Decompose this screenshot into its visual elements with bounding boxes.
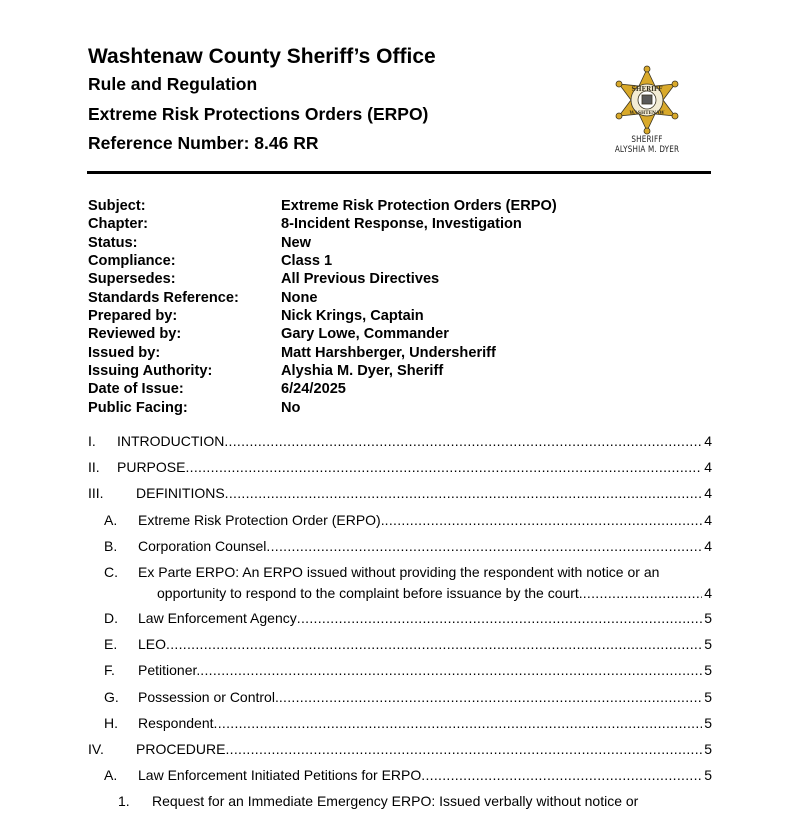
toc-leader-dots xyxy=(225,484,703,502)
metadata-row xyxy=(88,289,557,307)
toc-entry-text: Possession or Control. xyxy=(138,688,279,705)
toc-leader-dots xyxy=(166,635,702,653)
metadata-value: No xyxy=(281,399,301,416)
toc-entry-number: A. xyxy=(104,511,118,528)
metadata-value: New xyxy=(281,234,312,251)
table-of-contents xyxy=(88,432,712,818)
metadata-row xyxy=(88,380,557,398)
toc-page-number: 4 xyxy=(704,537,712,554)
toc-entry-text: INTRODUCTION xyxy=(117,433,225,449)
metadata-value: None xyxy=(281,289,318,306)
toc-page-number: 4 xyxy=(704,433,712,449)
toc-page-number: 5 xyxy=(704,662,712,679)
toc-entry-number: IV. xyxy=(88,740,104,757)
toc-entry[interactable] xyxy=(88,563,712,609)
toc-leader-dots xyxy=(225,740,702,758)
metadata-row xyxy=(88,362,557,380)
metadata-row xyxy=(88,197,557,215)
toc-entry[interactable] xyxy=(88,635,712,661)
toc-entry[interactable] xyxy=(88,511,712,537)
toc-entry-number: A. xyxy=(104,767,118,784)
metadata-value: Nick Krings, Captain xyxy=(281,308,424,325)
metadata-value: Matt Harshberger, Undersheriff xyxy=(281,344,496,361)
toc-page-number: 5 xyxy=(704,609,712,626)
header-divider xyxy=(87,171,711,174)
toc-page-number: 4 xyxy=(704,584,712,601)
toc-leader-dots xyxy=(214,714,703,732)
metadata-label: Issued by: xyxy=(88,344,161,361)
metadata-row xyxy=(88,325,557,343)
metadata-label: Subject: xyxy=(88,198,146,214)
document-type: Rule and Regulation xyxy=(88,74,258,94)
toc-entry[interactable] xyxy=(88,484,712,510)
agency-name: Washtenaw County Sheriff’s Office xyxy=(88,45,436,68)
metadata-row xyxy=(88,270,557,288)
toc-entry-text: Petitioner. xyxy=(138,662,201,679)
toc-leader-dots xyxy=(583,585,703,601)
toc-entry-number: F. xyxy=(104,662,115,679)
metadata-value: Extreme Risk Protection Orders (ERPO) xyxy=(281,198,557,214)
toc-entry[interactable] xyxy=(88,766,712,792)
toc-entry-text: Respondent xyxy=(138,714,214,731)
toc-entry-text: PURPOSE xyxy=(117,459,186,476)
toc-leader-dots xyxy=(200,661,702,679)
toc-entry[interactable] xyxy=(88,458,712,484)
toc-entry[interactable] xyxy=(88,688,712,714)
toc-entry-text: DEFINITIONS xyxy=(136,485,225,502)
toc-page-number: 5 xyxy=(704,740,712,757)
toc-entry-text: Law Enforcement Initiated Petitions for ERPO xyxy=(138,767,422,784)
metadata-value: 8-Incident Response, Investigation xyxy=(281,216,522,233)
toc-entry-number: 1. xyxy=(118,793,130,810)
metadata-row xyxy=(88,234,557,252)
metadata-label: Chapter: xyxy=(88,216,148,233)
toc-entry[interactable] xyxy=(88,792,712,818)
document-header xyxy=(88,44,436,162)
sheriff-badge xyxy=(604,65,690,155)
toc-entry-number: C. xyxy=(104,563,118,580)
toc-entry[interactable] xyxy=(88,609,712,635)
toc-entry-number: H. xyxy=(104,714,118,731)
toc-entry-number: I. xyxy=(88,433,96,449)
metadata-value: Gary Lowe, Commander xyxy=(281,326,449,343)
reference-number: Reference Number: 8.46 RR xyxy=(88,133,319,153)
toc-page-number: 5 xyxy=(704,767,712,784)
toc-leader-dots xyxy=(185,458,702,476)
toc-leader-dots xyxy=(385,511,703,529)
toc-entry[interactable] xyxy=(88,432,712,458)
toc-entry[interactable] xyxy=(88,661,712,687)
badge-caption-title: SHERIFF xyxy=(631,135,663,145)
toc-entry-text: LEO xyxy=(138,636,167,653)
toc-leader-dots xyxy=(297,609,702,627)
toc-entry-number: II. xyxy=(88,459,100,476)
metadata-label: Compliance: xyxy=(88,253,176,270)
metadata-label: Date of Issue: xyxy=(88,381,184,398)
toc-leader-dots xyxy=(279,688,702,706)
toc-page-number: 4 xyxy=(704,485,712,502)
metadata-label: Reviewed by: xyxy=(88,326,182,343)
toc-entry[interactable] xyxy=(88,740,712,766)
metadata-label: Supersedes: xyxy=(88,271,176,288)
metadata-row xyxy=(88,344,557,362)
toc-entry-number: B. xyxy=(104,537,118,554)
toc-entry-text: Corporation Counsel xyxy=(138,537,267,554)
metadata-value: 6/24/2025 xyxy=(281,381,346,398)
metadata-row xyxy=(88,399,557,417)
metadata-value: All Previous Directives xyxy=(281,271,440,288)
toc-entry-text: PROCEDURE xyxy=(136,740,226,757)
toc-page-number: 4 xyxy=(704,511,712,528)
toc-page-number: 4 xyxy=(704,459,712,476)
toc-leader-dots xyxy=(224,432,702,450)
toc-leader-dots xyxy=(421,766,702,784)
toc-entry[interactable] xyxy=(88,537,712,563)
metadata-label: Issuing Authority: xyxy=(88,363,213,380)
badge-bottom-text: WASHTENAW xyxy=(629,111,665,116)
badge-caption-name: ALYSHIA M. DYER xyxy=(614,145,680,155)
document-title: Extreme Risk Protections Orders (ERPO) xyxy=(88,103,429,124)
sheriff-star-badge-icon xyxy=(609,65,685,135)
toc-entry-text: Request for an Immediate Emergency ERPO: Issued verbally without notice or xyxy=(152,793,639,810)
toc-entry-number: E. xyxy=(104,636,118,653)
toc-entry-line xyxy=(88,563,712,585)
toc-page-number: 5 xyxy=(704,714,712,731)
toc-entry-number: G. xyxy=(104,688,119,705)
metadata-label: Status: xyxy=(88,234,138,251)
metadata-row xyxy=(88,252,557,270)
toc-entry-text: Law Enforcement Agency xyxy=(138,609,297,626)
metadata-row xyxy=(88,307,557,325)
toc-page-number: 5 xyxy=(704,636,712,653)
toc-leader-dots xyxy=(266,537,702,555)
metadata-label: Public Facing: xyxy=(88,399,188,416)
toc-page-number: 5 xyxy=(704,688,712,705)
metadata-row xyxy=(88,215,557,233)
metadata-label: Standards Reference: xyxy=(88,289,239,306)
toc-entry-text-continued: opportunity to respond to the complaint before issuance by the court. xyxy=(157,584,583,601)
toc-entry-text: Extreme Risk Protection Order (ERPO). xyxy=(138,511,385,528)
metadata-label: Prepared by: xyxy=(88,308,178,325)
metadata-value: Class 1 xyxy=(281,253,333,270)
metadata-value: Alyshia M. Dyer, Sheriff xyxy=(281,363,444,380)
toc-entry-number: D. xyxy=(104,609,118,626)
toc-entry-line xyxy=(88,585,712,601)
toc-entry-number: III. xyxy=(88,485,104,502)
metadata-table xyxy=(88,197,557,417)
toc-entry[interactable] xyxy=(88,714,712,740)
toc-entry-text: Ex Parte ERPO: An ERPO issued without providing the respondent with notice or an xyxy=(138,563,660,580)
badge-top-text: SHERIFF xyxy=(631,86,663,93)
